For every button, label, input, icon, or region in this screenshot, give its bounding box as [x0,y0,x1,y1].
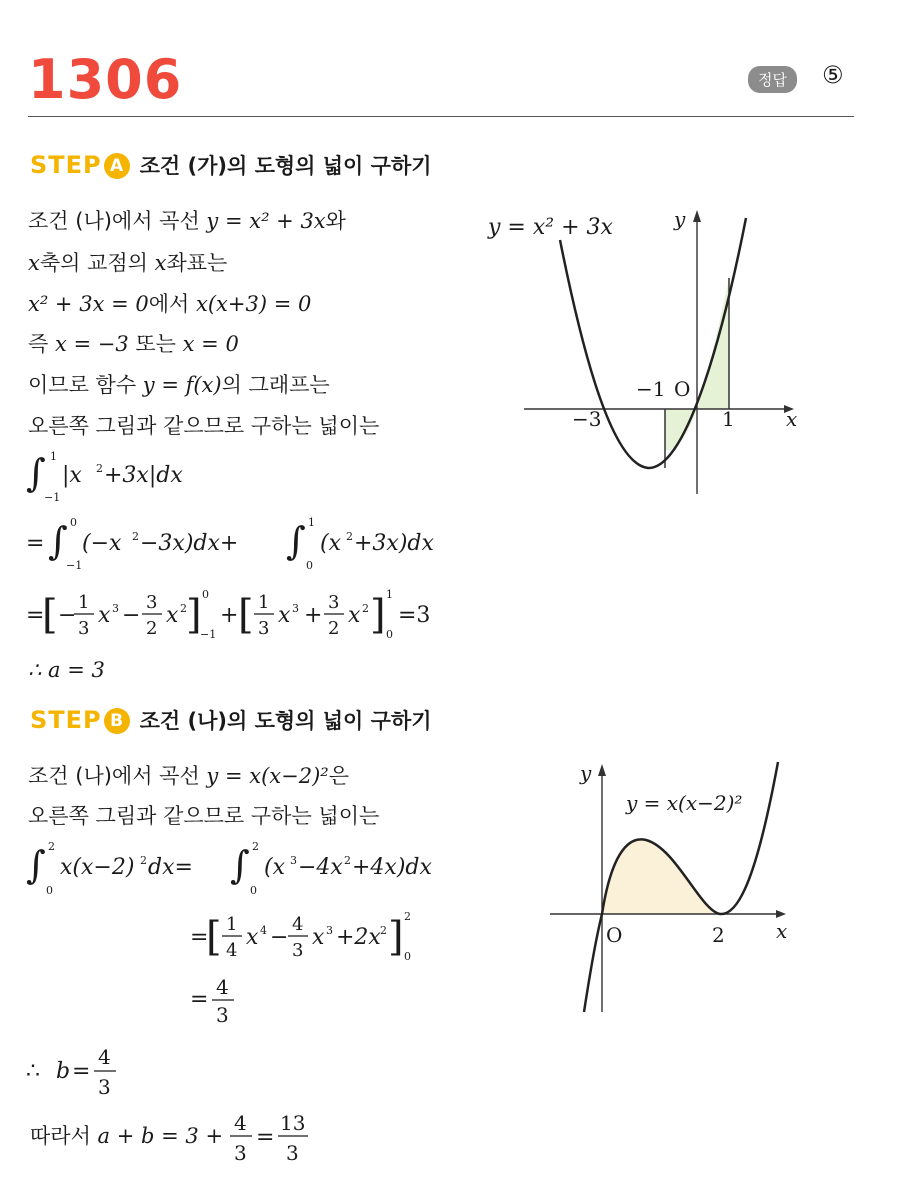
text: 의 그래프는 [221,373,330,397]
svg-text:∴: ∴ [26,1059,40,1084]
text: 따라서 [30,1124,98,1148]
svg-text:=3: =3 [398,603,431,628]
step-a-heading [30,150,432,180]
svg-text:0: 0 [404,950,411,963]
svg-text:−3x)dx+: −3x)dx+ [140,531,239,556]
svg-text:x: x [98,603,111,628]
text: 또는 [128,332,183,356]
svg-text:x(x−2): x(x−2) [60,855,135,880]
curve-label-b: y = x(x−2)² [626,791,743,815]
graph-a [484,200,814,500]
svg-text:∫: ∫ [26,843,46,887]
step-b-line-1 [28,760,349,790]
y-axis-label: y [580,761,592,785]
svg-text:[: [ [42,592,58,638]
svg-text:]: ] [388,914,404,960]
text: 축의 교점의 [39,251,155,275]
step-a-line-3 [28,288,311,318]
step-a-label: STEP [30,151,102,179]
svg-text:−1: −1 [66,559,83,572]
svg-text:4: 4 [234,1111,247,1135]
svg-text:3: 3 [78,618,90,639]
svg-text:0: 0 [70,516,77,529]
step-b-badge: B [104,708,130,734]
math: x² + 3x = 0 [28,292,149,316]
svg-text:x: x [166,603,179,628]
svg-text:2: 2 [328,618,340,639]
svg-text:[: [ [206,914,222,960]
svg-text:3: 3 [216,1003,229,1027]
curve-label-a: y = x² + 3x [488,215,613,240]
svg-text:1: 1 [226,914,238,935]
svg-text:3: 3 [98,1075,111,1099]
svg-text:3: 3 [258,618,270,639]
svg-text:∫: ∫ [48,519,68,563]
svg-text:3: 3 [146,592,158,613]
result-b [188,970,268,1032]
svg-text:3: 3 [292,940,304,961]
conclusion-b [24,1040,164,1102]
svg-text:0: 0 [306,559,313,572]
svg-text:−1: −1 [200,628,217,641]
integral-a-2 [24,512,464,574]
svg-text:(x: (x [264,855,285,880]
y-axis-label: y [674,207,686,231]
svg-text:∫: ∫ [286,519,306,563]
text: 좌표는 [166,251,228,275]
svg-text:=: = [26,603,45,628]
svg-text:0: 0 [250,884,257,897]
text: 은 [328,764,349,788]
svg-text:3: 3 [326,924,333,937]
svg-text:∫: ∫ [230,843,250,887]
step-a-line-6: 오른쪽 그림과 같으므로 구하는 넓이는 [28,414,380,438]
y-axis-arrow-icon [598,764,606,776]
svg-text:−: − [122,603,141,628]
math: x [154,251,167,275]
svg-text:0: 0 [202,588,209,601]
text: 에서 [148,292,196,316]
svg-text:3: 3 [286,1141,299,1165]
svg-text:−: − [270,925,289,950]
step-a-badge: A [104,153,130,179]
svg-text:=: = [190,987,209,1012]
svg-text:2: 2 [346,530,353,543]
svg-text:3: 3 [292,602,299,615]
svg-text:2: 2 [404,910,411,923]
tick-minus1: −1 [636,377,666,401]
math: x [28,251,40,275]
final-line [30,1120,223,1150]
svg-text:(−x: (−x [82,531,122,556]
svg-text:4: 4 [260,924,267,937]
svg-text:3: 3 [328,592,340,613]
svg-text:(x: (x [320,531,341,556]
evaluation-a [24,578,484,650]
svg-text:3: 3 [234,1141,247,1165]
svg-text:2: 2 [132,530,139,543]
svg-text:1: 1 [50,450,57,463]
svg-text:1: 1 [258,592,270,613]
svg-text:2: 2 [252,840,259,853]
svg-text:3: 3 [112,602,119,615]
svg-text:+: + [304,603,323,628]
step-b-label: STEP [30,706,102,734]
svg-text:2: 2 [140,854,147,867]
svg-text:x: x [312,925,325,950]
svg-text:∫: ∫ [26,451,46,495]
header-divider [28,116,854,117]
step-a-line-4 [28,328,239,358]
math: y = f(x) [142,373,222,397]
svg-text:[: [ [238,592,254,638]
math: x = −3 [54,332,129,356]
svg-text:2: 2 [344,854,351,867]
math: y = x(x−2)² [206,764,329,788]
svg-text:=: = [190,925,209,950]
step-a-line-5 [28,369,330,399]
step-a-conclusion [28,658,105,682]
svg-text:1: 1 [386,588,393,601]
x-axis-arrow-icon [776,910,786,918]
svg-text:2: 2 [96,462,103,475]
tick-2: 2 [712,923,725,947]
svg-text:+2x: +2x [336,925,381,950]
math: ∴ a = 3 [28,658,105,682]
math: x = 0 [182,332,239,356]
text: 즉 [28,332,55,356]
text: 조건 (나)에서 곡선 [28,764,207,788]
graph-b [540,750,840,1020]
svg-text:4: 4 [98,1045,111,1069]
origin-label: O [606,923,623,947]
svg-text:2: 2 [180,602,187,615]
svg-text:4: 4 [226,940,238,961]
svg-text:0: 0 [386,628,393,641]
svg-text:+3x)dx: +3x)dx [354,531,434,556]
svg-text:2: 2 [146,618,158,639]
step-b-line-2: 오른쪽 그림과 같으므로 구하는 넓이는 [28,804,380,828]
svg-text:2: 2 [380,924,387,937]
final-fractions [226,1104,326,1166]
svg-text:=: = [26,531,45,556]
math: y = x² + 3x [206,209,326,233]
svg-text:2: 2 [48,840,55,853]
svg-text:0: 0 [46,884,53,897]
step-a-line-1 [28,205,346,235]
math: a + b = 3 + [97,1124,224,1148]
answer-badge: 정답 [748,66,797,93]
text: 와 [325,209,346,233]
evaluation-b [188,902,448,968]
svg-text:1: 1 [78,592,90,613]
integral-b-1 [24,838,464,900]
step-a-line-2 [28,247,227,277]
step-a-title: 조건 (가)의 도형의 넓이 구하기 [139,154,432,178]
shaded-region-b [602,839,720,914]
step-b-title: 조건 (나)의 도형의 넓이 구하기 [139,709,432,733]
svg-text:=: = [72,1059,91,1084]
math: x(x+3) = 0 [195,292,312,316]
text: 조건 (나)에서 곡선 [28,209,207,233]
svg-text:1: 1 [308,516,315,529]
tick-1: 1 [722,407,735,431]
svg-text:13: 13 [280,1111,306,1135]
svg-text:+4x)dx: +4x)dx [352,855,432,880]
svg-text:4: 4 [292,914,304,935]
svg-text:x: x [348,603,361,628]
svg-text:−: − [58,603,77,628]
svg-text:3: 3 [290,854,297,867]
text: 이므로 함수 [28,373,143,397]
svg-text:+: + [220,603,239,628]
y-axis-arrow-icon [693,210,701,222]
integral-a-1 [24,448,244,506]
svg-text:]: ] [186,592,202,638]
tick-minus3: −3 [572,407,602,431]
svg-text:dx=: dx= [148,855,193,880]
svg-text:|x: |x [62,463,82,488]
step-b-heading [30,705,432,735]
problem-number: 1306 [28,48,183,111]
origin-label: O [674,377,691,401]
answer-value: ⑤ [822,61,844,89]
svg-text:4: 4 [216,975,229,999]
x-axis-label: x [786,407,798,431]
svg-text:x: x [246,925,259,950]
svg-text:=: = [256,1125,275,1150]
svg-text:−1: −1 [44,491,61,504]
svg-text:2: 2 [362,602,369,615]
svg-text:x: x [278,603,291,628]
svg-text:]: ] [370,592,386,638]
svg-text:+3x|dx: +3x|dx [104,463,183,488]
svg-text:−4x: −4x [298,855,343,880]
x-axis-label: x [776,919,788,943]
svg-text:b: b [56,1059,71,1084]
